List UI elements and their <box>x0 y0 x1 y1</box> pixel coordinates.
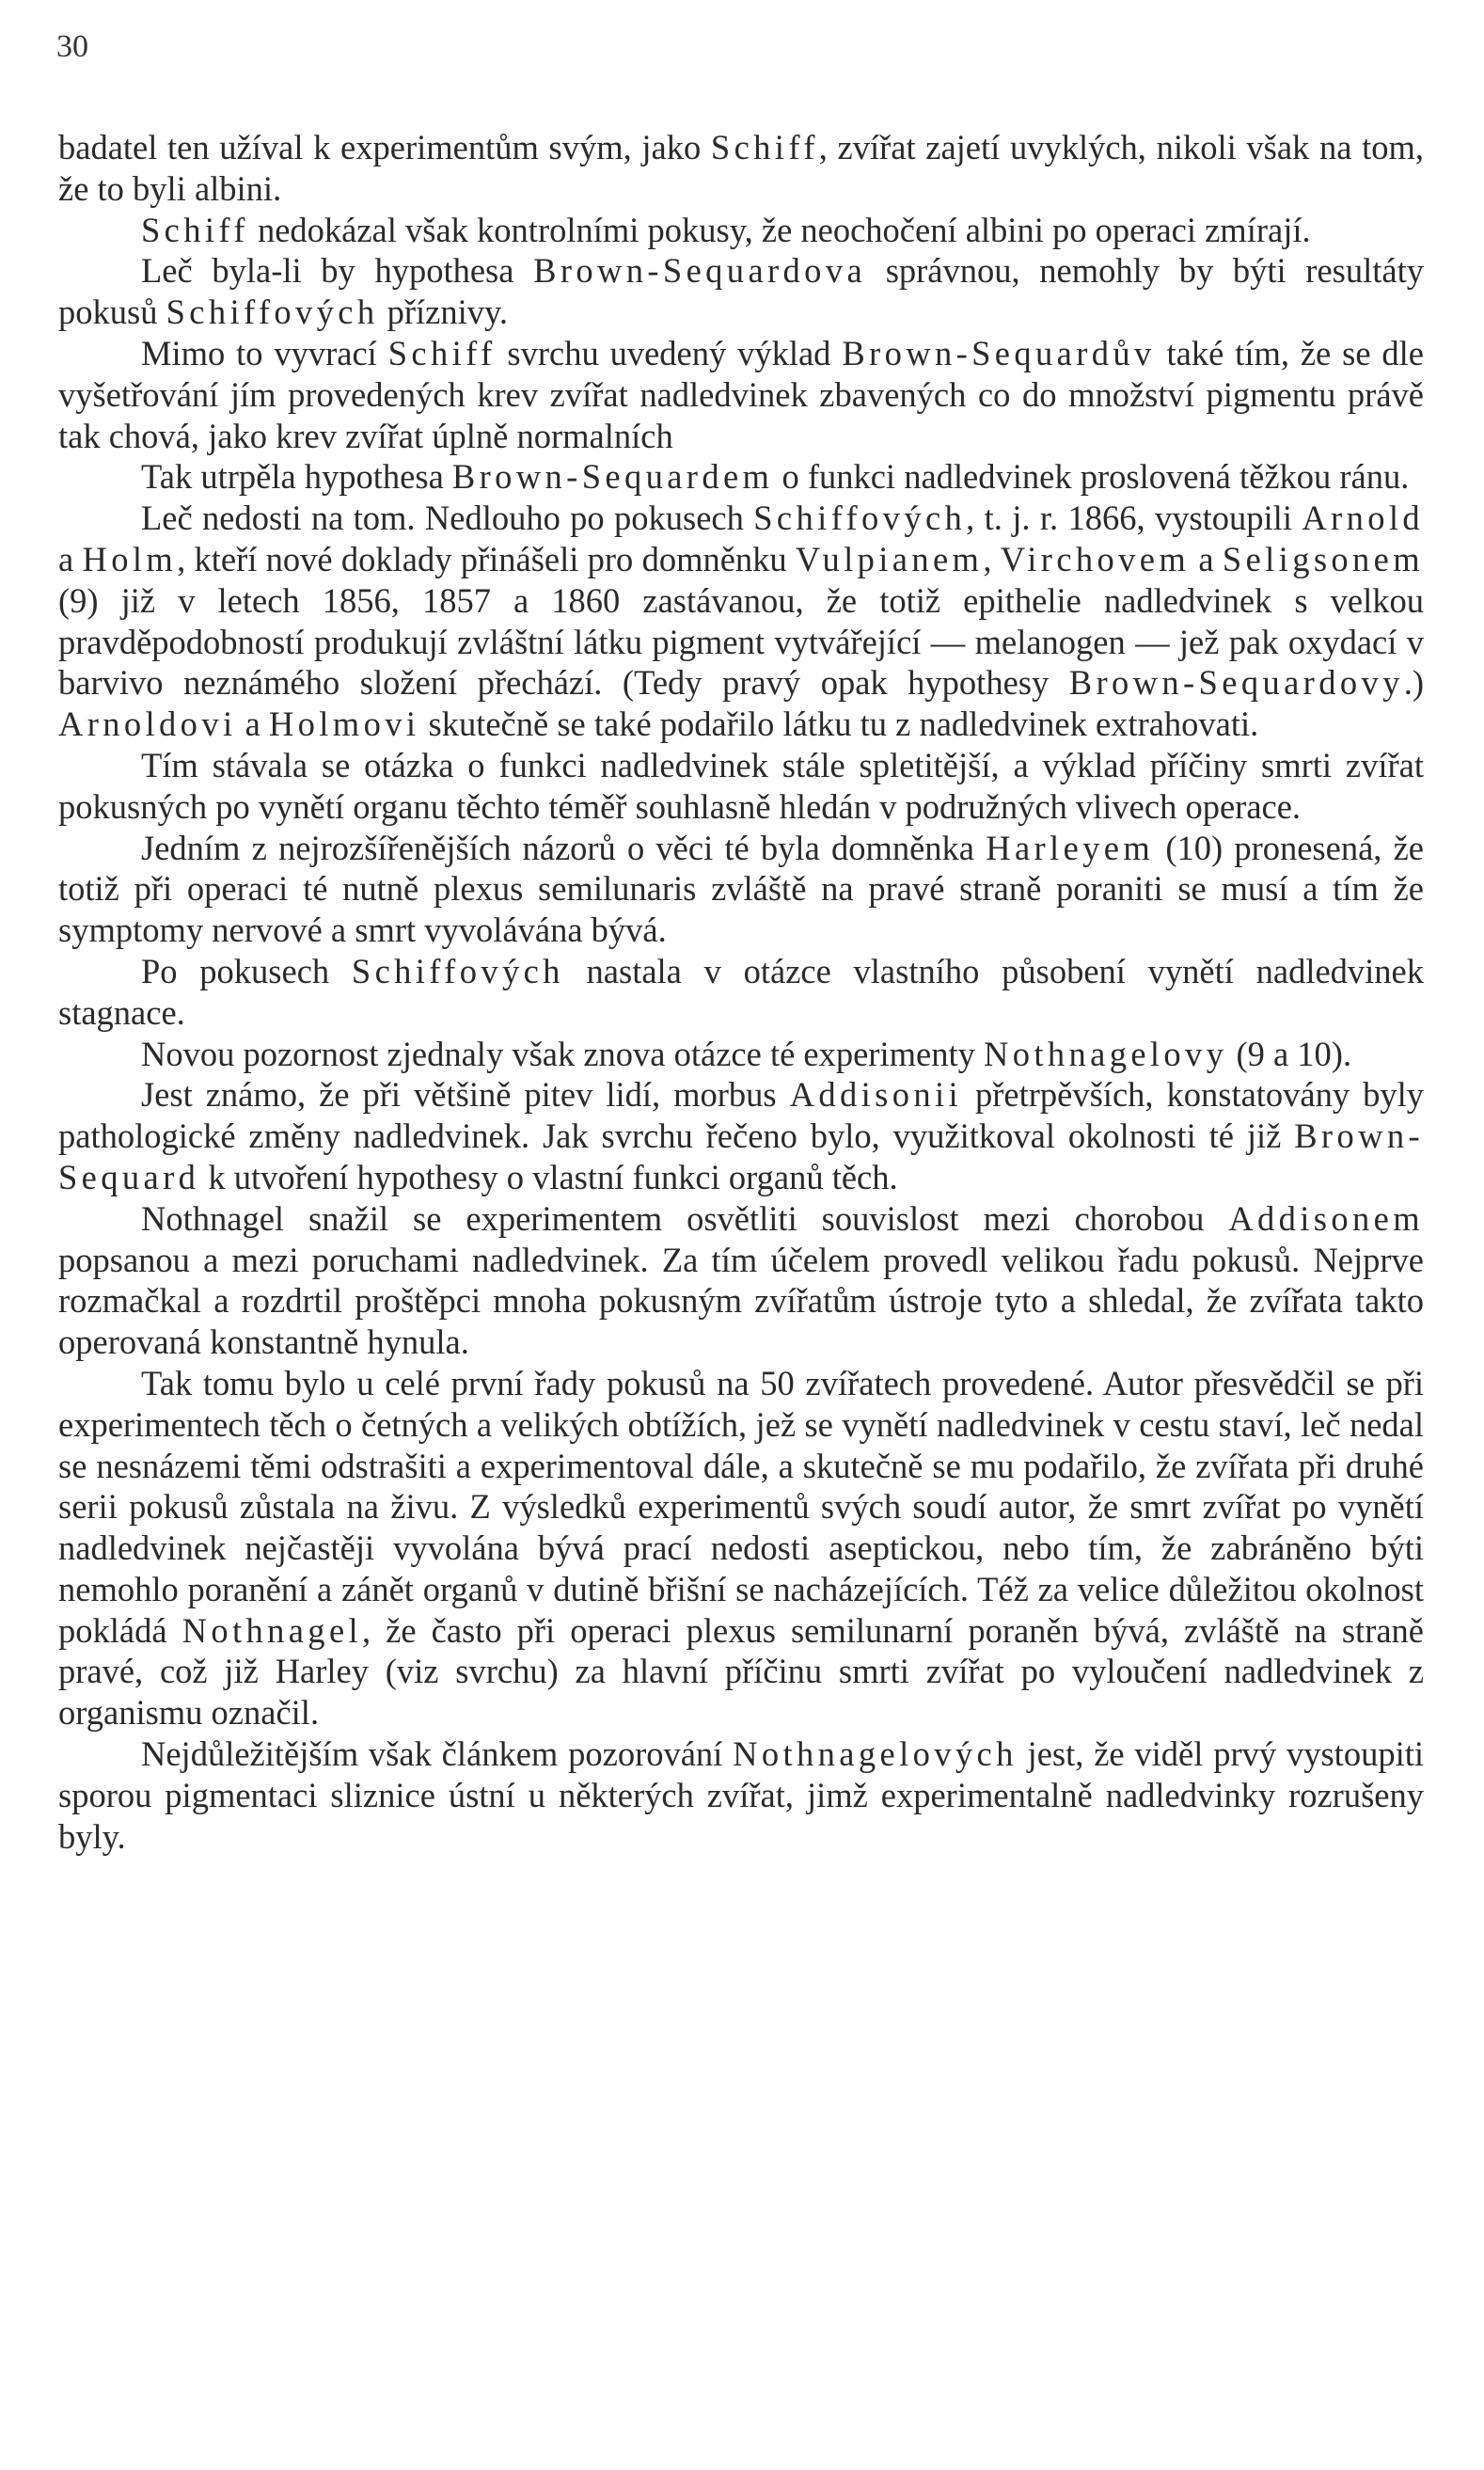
spaced-name: Addisonem <box>1228 1198 1424 1238</box>
spaced-name: Brown-Sequard <box>58 1116 1424 1196</box>
text-segment: Leč byla-li by hypothesa <box>141 251 534 291</box>
spaced-name: Nothnagel <box>182 1610 363 1650</box>
spaced-name: Schiffových <box>753 499 967 538</box>
paragraph <box>58 498 1424 745</box>
text-segment: badatel ten užíval k experimentům svým, jako <box>58 128 711 166</box>
spaced-name: Seligsonem <box>1222 539 1425 578</box>
paragraph <box>58 1363 1424 1734</box>
spaced-name: Schiff <box>387 333 497 372</box>
text-segment: Novou pozornost zjednaly však znova otázce té experimenty <box>141 1034 984 1073</box>
text-segment: také tím, že se dle vyšetřování jím provedených krev zvířat nadledvinek zbavených co do množství pigmentu právě tak chová, jako krev zvířat úplně normalních <box>58 333 1424 455</box>
text-segment: Tak utrpěla hypothesa <box>141 457 452 497</box>
text-segment: o funkci nadledvinek proslovená těžkou ránu. <box>773 457 1410 497</box>
spaced-name: Holm <box>82 539 178 578</box>
text-segment: a <box>58 539 83 578</box>
text-segment: (9) již v letech 1856, 1857 a 1860 zastávanou, že totiž epithelie nadledvinek s velkou pravděpodobností produkují zvláštní látku pigment vytvářející — melanogen — jež pak oxydací v barvivo neznámého složení přechází. (Tedy pravý opak hypothesy <box>58 580 1424 703</box>
text-segment: Po pokusech <box>141 951 352 990</box>
paragraph <box>58 456 1424 498</box>
paragraph <box>58 127 1424 210</box>
spaced-name: Schiffových <box>351 951 564 990</box>
body-text <box>58 127 1424 1857</box>
text-segment: svrchu uvedený výklad <box>496 333 843 372</box>
text-segment: Tak tomu bylo u celé první řady pokusů na 50 zvířatech provedené. Autor přesvědčil se při experimentech těch o četných a velikých obtížích, jež se vynětí nadledvinek v cestu staví, leč nedal se nesnázemi těmi odstrašiti a experimentoval dále, a skutečně se mu podařilo, že zvířata při druhé serii pokusů zůstala na živu. Z výsledků experimentů svých soudí autor, že smrt zvířat po vynětí nadledvinek nejčastěji vyvolána bývá prací nedosti aseptickou, nebo tím, že zabráněno býti nemohlo poranění a zánět organů v dutině břišní se nacházejících. Též za velice důležitou okolnost pokládá <box>58 1363 1424 1650</box>
text-segment: Nejdůležitějším však článkem pozorování <box>141 1734 734 1774</box>
text-segment: .) <box>1403 663 1424 703</box>
text-segment: Jedním z nejrozšířenějších názorů o věci té byla domněnka <box>141 828 987 867</box>
text-segment: (10) pronesená, že totiž při operaci té nutně plexus semilunaris zvláště na pravé straně poraniti se musí a tím že symptomy nervové a smrt vyvolávána bývá. <box>58 828 1425 950</box>
spaced-name: Brown-Sequardův <box>842 333 1156 372</box>
spaced-name: Harleyem <box>986 828 1155 867</box>
paragraph <box>58 1198 1424 1363</box>
paragraph <box>58 951 1424 1034</box>
text-segment: , <box>983 539 1001 578</box>
text-segment: nedokázal však kontrolními pokusy, že neochočení albini po operaci zmírají. <box>248 210 1311 249</box>
text-segment: přetrpěvších, konstatovány byly pathologické změny nadledvinek. Jak svrchu řečeno bylo, využitkoval okolnosti té již <box>58 1075 1424 1156</box>
paragraph <box>58 1074 1424 1197</box>
spaced-name: Schiffových <box>166 293 379 332</box>
text-segment: , kteří nové doklady přinášeli pro domněnku <box>177 539 796 578</box>
text-segment: , že často při operaci plexus semilunarní poraněn bývá, zvláště na straně pravé, což již Harley (viz svrchu) za hlavní příčinu smrti zvířat po vyloučení nadledvinek z organismu označil. <box>58 1610 1425 1733</box>
text-segment: Leč nedosti na tom. Nedlouho po pokusech <box>141 499 754 538</box>
spaced-name: Schiff <box>141 210 249 249</box>
spaced-name: Vulpianem <box>795 539 984 578</box>
paragraph <box>58 333 1424 456</box>
spaced-name: Arnold <box>1302 499 1424 538</box>
spaced-name: Addisonii <box>789 1075 963 1115</box>
paragraph <box>58 1734 1424 1857</box>
page-number: 30 <box>56 29 88 64</box>
text-segment: příznivy. <box>378 293 509 332</box>
text-segment: , zvířat zajetí uvyklých, nikoli však na tom, že to byli albini. <box>58 128 1424 208</box>
text-segment: a <box>236 705 269 744</box>
text-segment: Mimo to vyvrací <box>141 333 388 372</box>
text-segment: nastala v otázce vlastního působení vynětí nadledvinek stagnace. <box>58 951 1424 1032</box>
spaced-name: Holmovi <box>268 705 420 744</box>
paragraph <box>58 828 1424 951</box>
text-segment: , t. j. r. 1866, vystoupili <box>966 499 1302 538</box>
spaced-name: Brown-Sequardovy <box>1068 663 1404 703</box>
paragraph <box>58 250 1424 333</box>
text-segment: popsanou a mezi poruchami nadledvinek. Za tím účelem provedl velikou řadu pokusů. Nejprve rozmačkal a rozdrtil proštěpci mnoha pokusným zvířatům ústroje tyto a shledal, že zvířata takto operovaná konstantně hynula. <box>58 1240 1424 1362</box>
spaced-name: Nothnagelových <box>733 1734 1018 1774</box>
text-segment: Jest známo, že při většině pitev lidí, morbus <box>141 1075 790 1115</box>
paragraph <box>58 210 1424 251</box>
paragraph <box>58 745 1424 828</box>
text-segment: jest, že viděl prvý vystoupiti sporou pigmentaci sliznice ústní u některých zvířat, jimž experimentalně nadledvinky rozrušeny byly. <box>58 1734 1424 1856</box>
text-segment: a <box>1190 539 1223 578</box>
spaced-name: Brown-Sequardova <box>533 251 867 291</box>
text-segment: Nothnagel snažil se experimentem osvětliti souvislost mezi chorobou <box>141 1198 1229 1238</box>
paragraph <box>58 1034 1424 1075</box>
spaced-name: Brown-Sequardem <box>451 457 774 497</box>
text-segment: skutečně se také podařilo látku tu z nadledvinek extrahovati. <box>419 705 1259 744</box>
spaced-name: Schiff <box>710 128 819 166</box>
text-segment: Tím stávala se otázka o funkci nadledvinek stále spletitější, a výklad příčiny smrti zvířat pokusných po vynětí organu těchto téměř souhlasně hledán v podružných vlivech operace. <box>58 745 1424 826</box>
text-segment: (9 a 10). <box>1227 1034 1352 1073</box>
spaced-name: Nothnagelovy <box>983 1034 1228 1073</box>
text-segment: k utvoření hypothesy o vlastní funkci organů těch. <box>199 1157 898 1196</box>
spaced-name: Arnoldovi <box>58 705 237 744</box>
spaced-name: Virchovem <box>1000 539 1191 578</box>
text-segment: správnou, nemohly by býti resultáty pokusů <box>58 251 1424 332</box>
